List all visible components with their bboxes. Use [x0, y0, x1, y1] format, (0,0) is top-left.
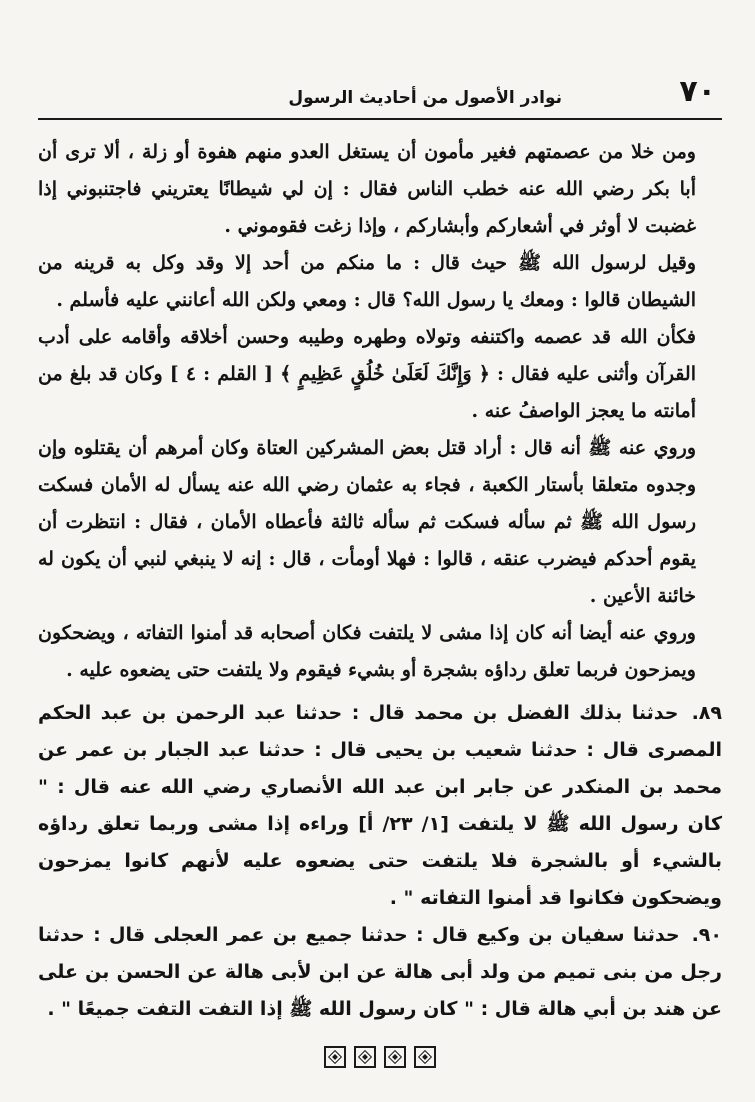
ornament-icon: [414, 1046, 436, 1068]
hadith-entry: [38, 917, 722, 1028]
hadith-text: بذلك الفضل بن محمد قال : حدثنا عبد الرحمن بن عبد الحكم المصرى قال : حدثنا شعيب بن يحيى قال : حدثنا عبد الجبار بن عمر عن محمد بن المنكدر عن جابر ابن عبد الله الأنصاري رضي الله عنه قال : " كان رسول الله ﷺ لا يلتفت [١/ ٢٣/ أ] وراءه إذا مشى وربما تعلق رداؤه بالشيء أو بالشجرة فلا يلتفت حتى يضعوه عليه لأنهم كانوا يمزحون ويضحكون فكانوا قد أمنوا التفاته " .: [38, 702, 722, 909]
hadith-lead: حدثنا: [631, 702, 679, 724]
hadith-list: [38, 695, 722, 1028]
page-number: ٧٠: [679, 74, 716, 109]
document-page: [38, 74, 722, 1078]
ornament-icon: [324, 1046, 346, 1068]
hadith-text: سفيان بن وكيع قال : حدثنا جميع بن عمر العجلى قال : حدثنا رجل من بنى تميم من ولد أبى هالة عن ابن لأبى هالة عن الحسن بن على عن هند بن أبي هالة قال : " كان رسول الله ﷺ إذا التفت التفت جميعًا " .: [38, 924, 722, 1020]
ornament-icon: [384, 1046, 406, 1068]
hadith-lead: حدثنا: [632, 924, 680, 946]
section-end-ornaments: [38, 1046, 722, 1068]
paragraph: وروي عنه ﷺ أنه قال : أراد قتل بعض المشركين العتاة وكان أمرهم أن يقتلوه وإن وجدوه متعلقا بأستار الكعبة ، فجاء به عثمان رضي الله عنه يسأل له الأمان فسكت رسول الله ﷺ ثم سأله فسكت ثم سأله ثالثة فأعطاه الأمان ، فقال : انتظرت أن يقوم أحدكم فيضرب عنقه ، قالوا : فهلا أومأت ، قال : إنه لا ينبغي لنبي أن يكون له خائنة الأعين .: [38, 437, 696, 607]
page-header: [38, 74, 722, 120]
paragraph: وقيل لرسول الله ﷺ حيث قال : ما منكم من أحد إلا وقد وكل به قرينه من الشيطان قالوا : ومعك يا رسول الله؟ قال : ومعي ولكن الله أعانني عليه فأسلم .: [38, 252, 696, 311]
hadith-number: ٨٩.: [691, 702, 722, 724]
paragraph: فكأن الله قد عصمه واكتنفه وتولاه وطهره وطيبه وحسن أخلاقه وأقامه على أدب القرآن وأثنى عليه فقال : ﴿ وَإِنَّكَ لَعَلَىٰ خُلُقٍ عَظِيمٍ ﴾ [ القلم : ٤ ] وكان قد بلغ من أمانته ما يعجز الواصفُ عنه .: [38, 326, 696, 422]
paragraph: ومن خلا من عصمتهم فغير مأمون أن يستغل العدو منهم هفوة أو زلة ، ألا ترى أن أبا بكر رضي الله عنه خطب الناس فقال : إن لي شيطانًا يعتريني فاجتنبوني إذا غضبت لا أوثر في أشعاركم وأبشاركم ، وإذا زغت فقوموني .: [38, 141, 696, 237]
hadith-entry: [38, 695, 722, 917]
hadith-number: ٩٠.: [691, 924, 722, 946]
page-content: [38, 134, 722, 1068]
running-title: نوادر الأصول من أحاديث الرسول: [288, 88, 562, 108]
ornament-icon: [354, 1046, 376, 1068]
paragraph: وروي عنه أيضا أنه كان إذا مشى لا يلتفت فكان أصحابه قد أمنوا التفاته ، ويضحكون ويمزحون فربما تعلق رداؤه بشجرة أو بشيء فيقوم ولا يلتفت حتى يضعوه عليه .: [38, 622, 696, 681]
